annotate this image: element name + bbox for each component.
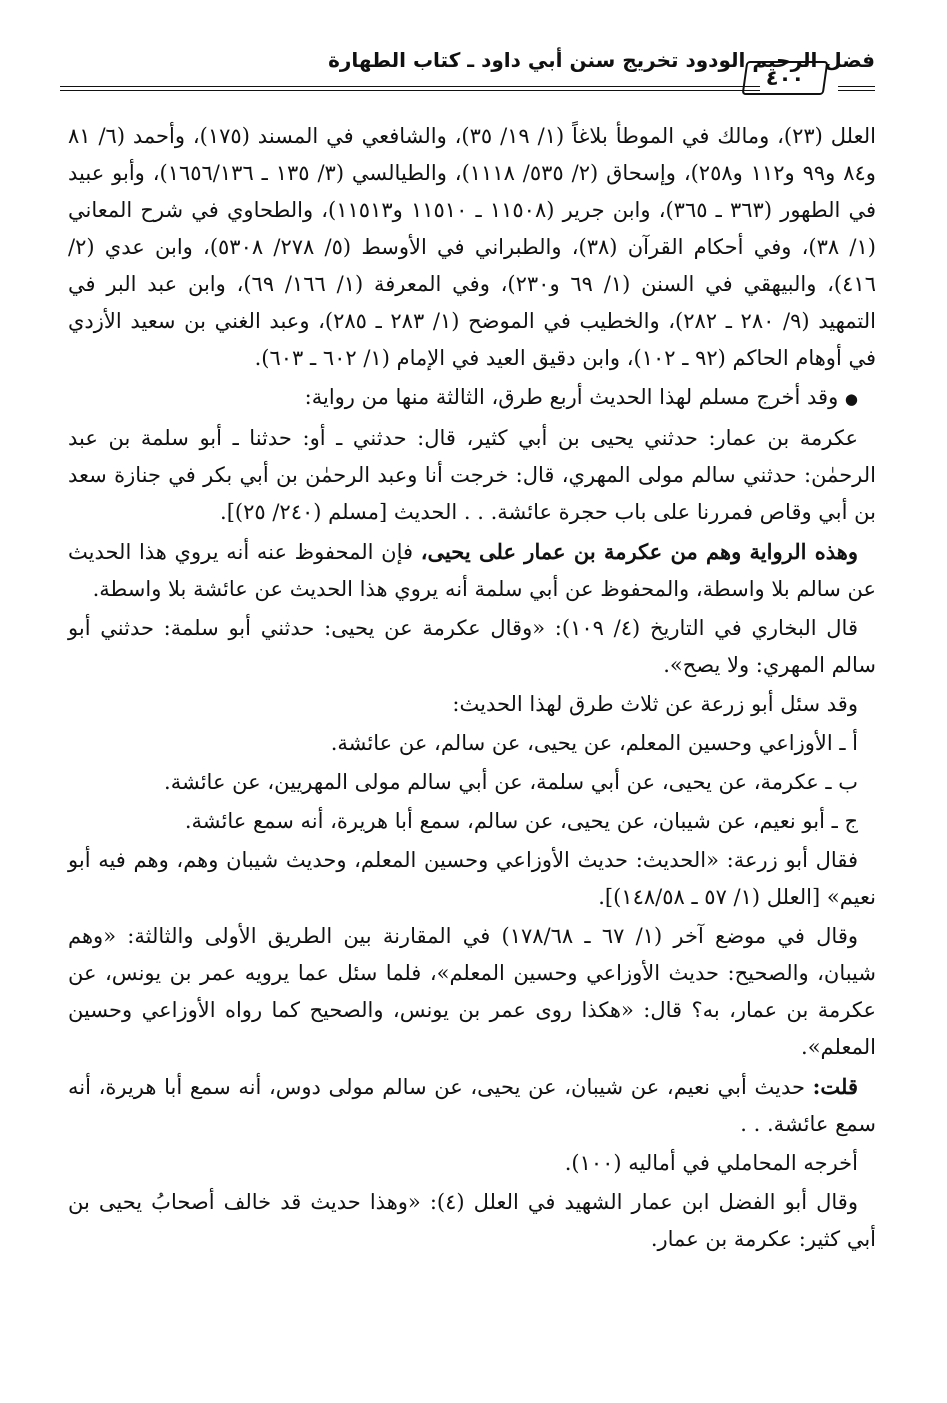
bold-statement: وهذه الرواية وهم من عكرمة بن عمار على يحيى، (420, 539, 858, 564)
paragraph-qultu (68, 1068, 876, 1143)
page-body (68, 118, 876, 1260)
page-number (740, 55, 830, 101)
list-item-b: ب ـ عكرمة، عن يحيى، عن أبي سلمة، عن أبي سالم مولى المهريين، عن عائشة. (164, 770, 858, 794)
paragraph-ikrima-narration: عكرمة بن عمار: حدثني يحيى بن أبي كثير، قال: حدثني ـ أو: حدثنا ـ أبو سلمة بن عبد الرحمٰن: حدثني سالم مولى المهري، قال: خرجت أنا وعبد الرحمٰن بن أبي بكر في جنازة سعد بن أبي وقاص فمررنا على باب حجرة عائشة. . . الحديث [مسلم (٢٤٠/ ٢٥)]. (68, 426, 876, 524)
paragraph-abu-zura-question: وقد سئل أبو زرعة عن ثلاث طرق لهذا الحديث: (452, 692, 858, 716)
paragraph-abu-zura-answer: فقال أبو زرعة: «الحديث: حديث الأوزاعي وحسين المعلم، وحديث شيبان وهم، وهم فيه أبو نعيم» [العلل (١/ ٥٧ ـ ١٤٨/٥٨)]. (68, 848, 876, 909)
paragraph-bukhari: قال البخاري في التاريخ (٤/ ١٠٩): «وقال عكرمة عن يحيى: حدثني أبو سلمة: حدثني أبو سالم المهري: ولا يصح». (68, 616, 876, 677)
paragraph-text: فإن المحفوظ عنه أنه يروي هذا الحديث عن سالم بلا واسطة، والمحفوظ عن أبي سلمة أنه يروي هذا الحديث عن عائشة بلا واسطة. (68, 540, 876, 601)
list-item-a: أ ـ الأوزاعي وحسين المعلم، عن يحيى، عن سالم، عن عائشة. (330, 731, 858, 755)
bold-label: قلت: (812, 1074, 858, 1099)
paragraph-another-place: وقال في موضع آخر (١/ ٦٧ ـ ١٧٨/٦٨) في المقارنة بين الطريق الأولى والثالثة: «وهم شيبان، والصحيح: حديث الأوزاعي وحسين المعلم»، فلما سئل عما يرويه عمر بن يونس، عن عكرمة بن عمار، به؟ قال: «هكذا روى عمر بن يونس، والصحيح كما رواه الأوزاعي وحسين المعلم». (68, 924, 876, 1059)
page-number-text: ٤٠٠ (765, 66, 805, 90)
list-item-c: ج ـ أبو نعيم، عن شيبان، عن يحيى، عن سالم، سمع أبا هريرة، أنه سمع عائشة. (184, 809, 858, 833)
paragraph-text: حديث أبي نعيم، عن شيبان، عن يحيى، عن سالم مولى دوس، أنه سمع أبا هريرة، أنه سمع عائشة. . . (68, 1075, 876, 1136)
bullet-icon: ● (844, 390, 858, 408)
paragraph-references: العلل (٢٣)، ومالك في الموطأ بلاغاً (١/ ١٩/ ٣٥)، والشافعي في المسند (١٧٥)، وأحمد (٦/ ٨١ و٨٤ و٩٩ و١١٢ و٢٥٨)، وإسحاق (٢/ ٥٣٥/ ١١١٨)، والطيالسي (٣/ ١٣٥ ـ ١٦٥٦/١٣٦)، وأبو عبيد في الطهور (٣٦٣ ـ ٣٦٥)، وابن جرير (١١٥٠٨ ـ ١١٥١٠ و١١٥١٣)، والطحاوي في شرح المعاني (١/ ٣٨)، وفي أحكام القرآن (٣٨)، والطبراني في الأوسط (٥/ ٢٧٨/ ٥٣٠٨)، وابن عدي (٢/ ٤١٦)، والبيهقي في السنن (١/ ٦٩ و٢٣٠)، وفي المعرفة (١/ ١٦٦/ ٦٩)، وابن عبد البر في التمهيد (٩/ ٢٨٠ ـ ٢٨٢)، والخطيب في الموضح (١/ ٢٨٣ ـ ٢٨٥)، وعبد الغني بن سعيد الأزدي في أوهام الحاكم (٩٢ ـ ١٠٢)، وابن دقيق العيد في الإمام (١/ ٦٠٢ ـ ٦٠٣). (68, 124, 876, 370)
paragraph-abu-fadl: وقال أبو الفضل ابن عمار الشهيد في العلل (٤): «وهذا حديث قد خالف أصحابُ يحيى بن أبي كثير: عكرمة بن عمار. (68, 1190, 876, 1251)
rule-line (838, 90, 875, 91)
rule-line (60, 90, 760, 91)
rule-line (838, 86, 875, 87)
paragraph-muslim-intro (68, 379, 876, 418)
paragraph-text: وقد أخرج مسلم لهذا الحديث أربع طرق، الثالثة منها من رواية: (304, 385, 839, 409)
paragraph-mahamili: أخرجه المحاملي في أماليه (١٠٠). (564, 1151, 858, 1175)
rule-line (60, 86, 760, 87)
running-header: فضل الرحيم الودود تخريج سنن أبي داود ـ كتاب الطهارة (328, 48, 875, 72)
paragraph-ikrima-error (68, 533, 876, 608)
